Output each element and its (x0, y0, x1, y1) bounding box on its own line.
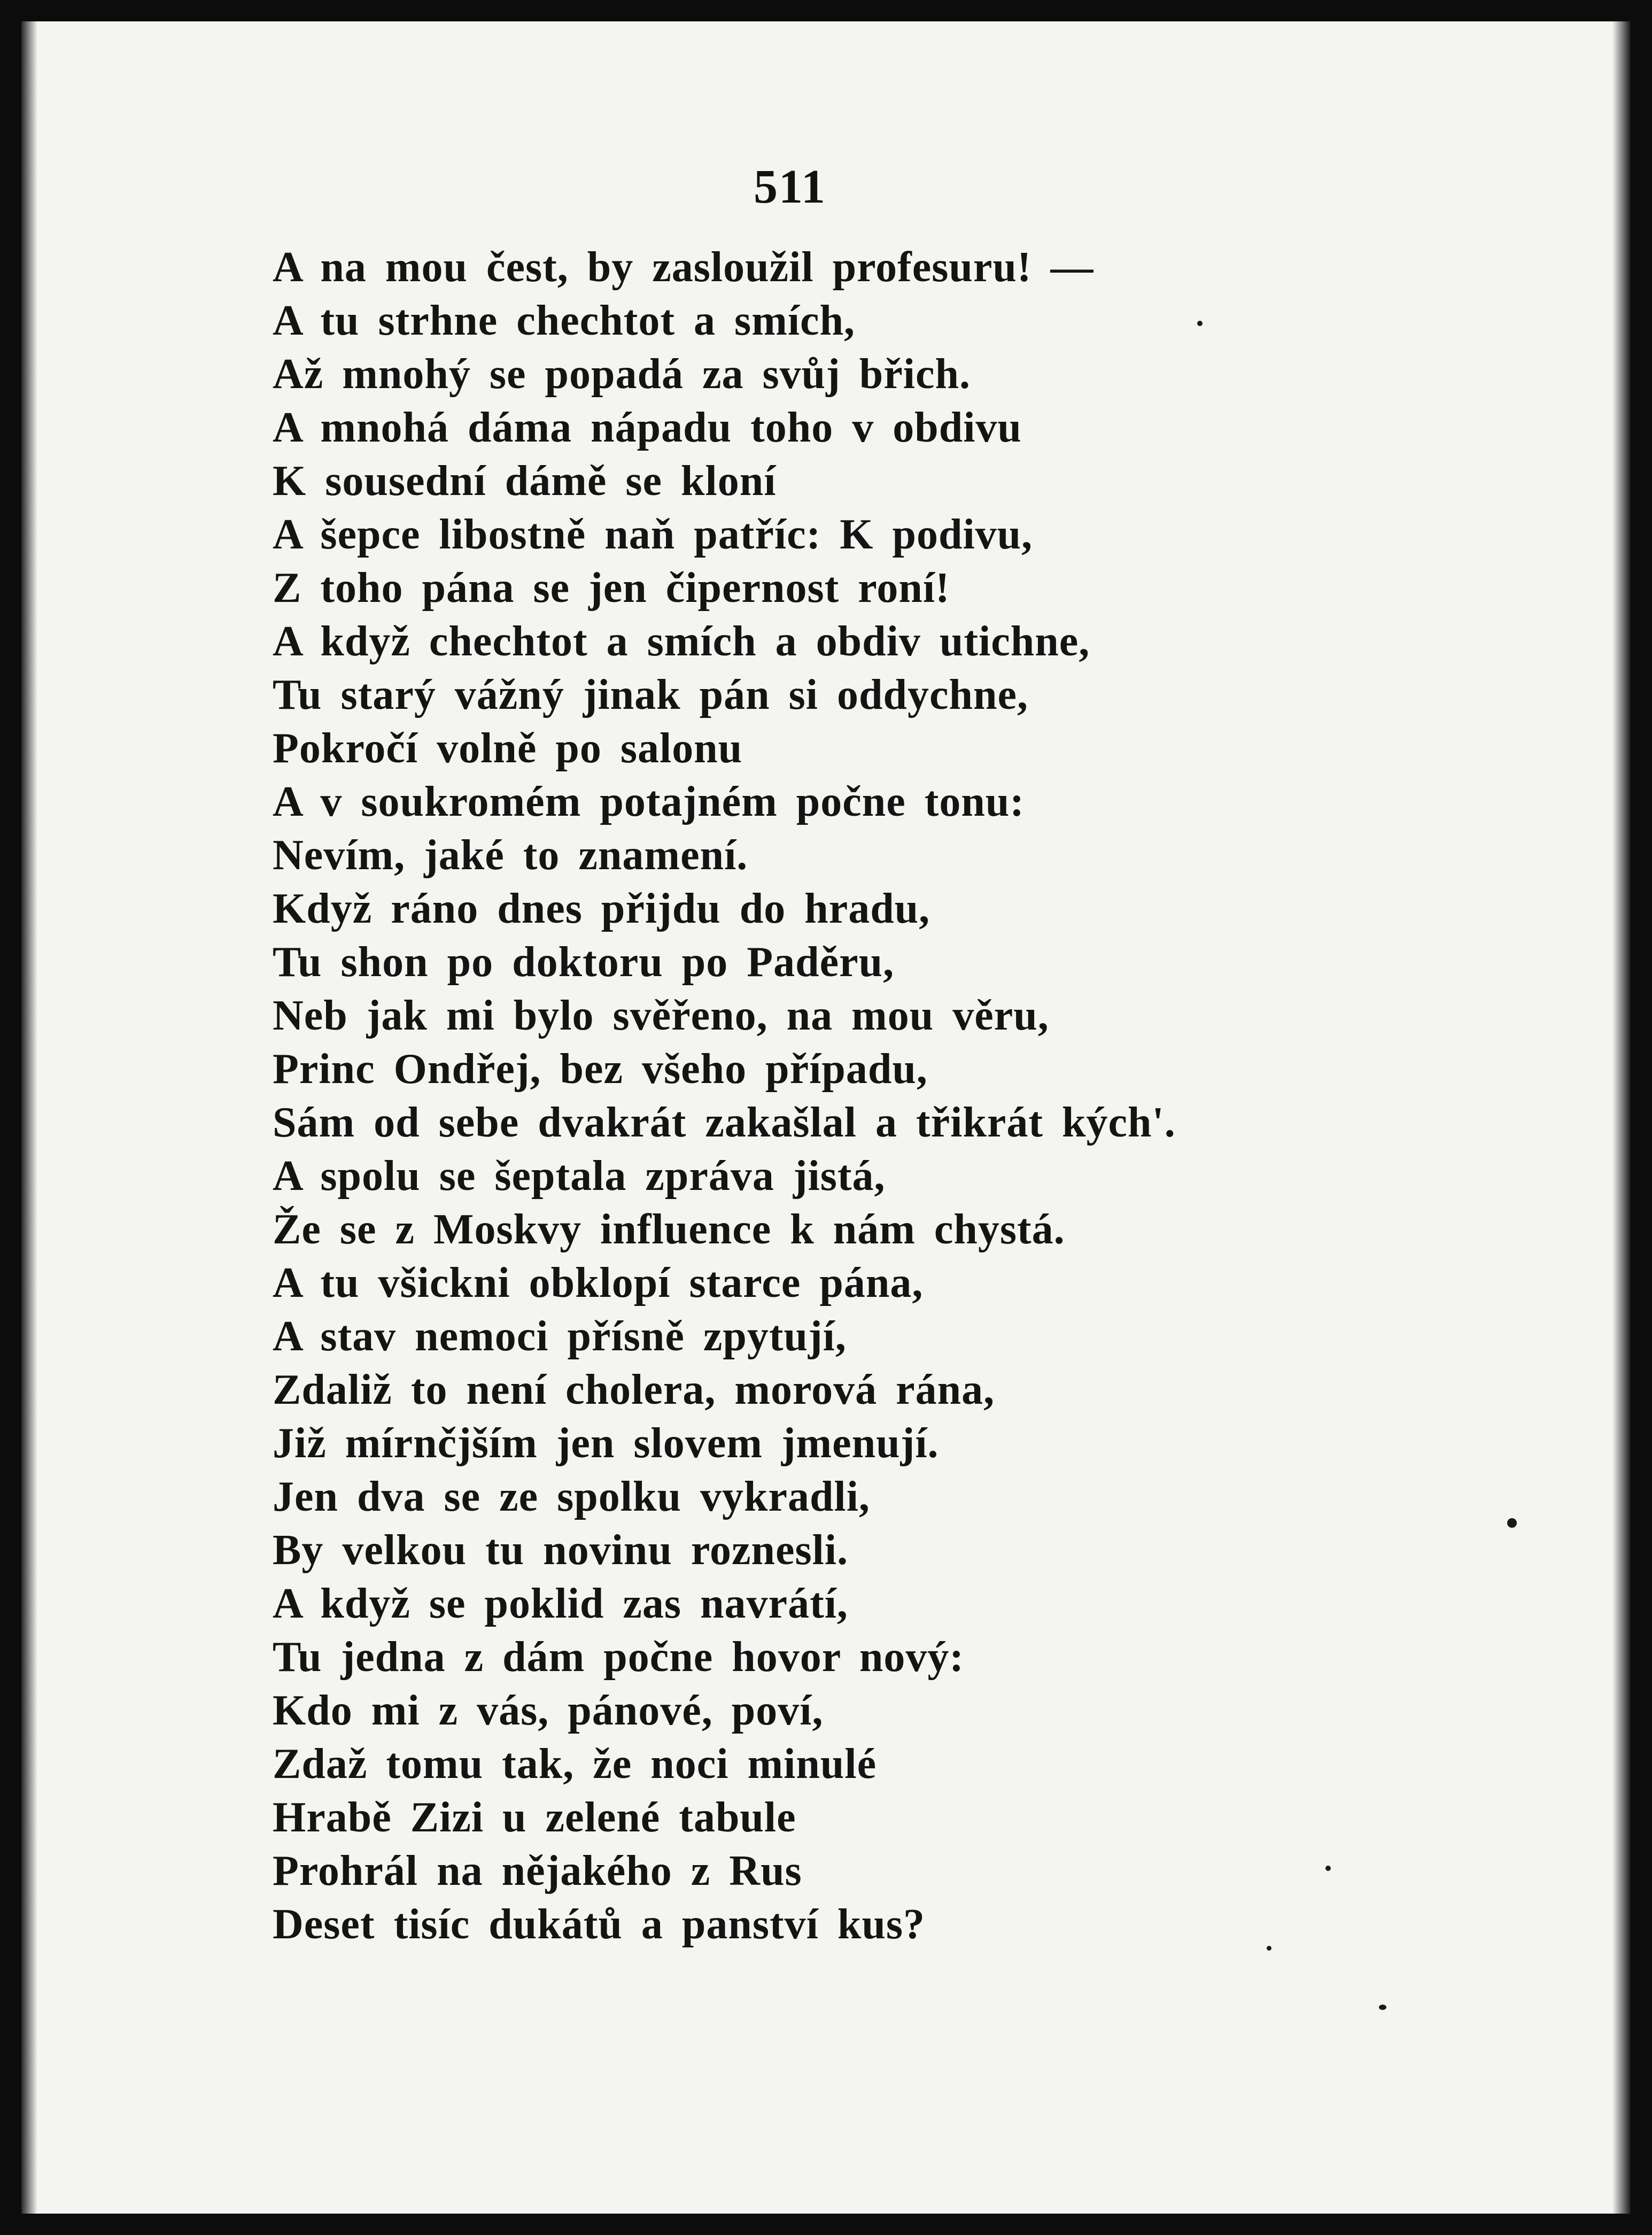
poem-line: A v soukromém potajném počne tonu: (273, 778, 1025, 825)
poem-line: Hrabě Zizi u zelené tabule (273, 1794, 796, 1841)
poem-line: Deset tisíc dukátů a panství kus? (273, 1901, 926, 1948)
poem-line: A mnohá dáma nápadu toho v obdivu (273, 404, 1022, 451)
poem-line: A stav nemoci přísně zpytují, (273, 1313, 847, 1360)
poem-line: By velkou tu novinu roznesli. (273, 1527, 849, 1574)
poem-line: Princ Ondřej, bez všeho případu, (273, 1046, 928, 1093)
poem-text (273, 241, 1176, 1951)
poem-line: Nevím, jaké to znamení. (273, 832, 748, 879)
poem-line: Když ráno dnes přijdu do hradu, (273, 885, 930, 932)
poem-line: A na mou čest, by zasloužil profesuru! — (273, 244, 1094, 291)
poem-line: A tu všickni obklopí starce pána, (273, 1259, 924, 1306)
poem-line: Již mírnčjším jen slovem jmenují. (273, 1420, 939, 1467)
poem-line: Zdaž tomu tak, že noci minulé (273, 1741, 877, 1788)
book-page (21, 21, 1631, 2214)
poem-line: Z toho pána se jen čipernost roní! (273, 564, 950, 612)
poem-line: A když se poklid zas navrátí, (273, 1580, 848, 1627)
scan-speck (1267, 1946, 1271, 1951)
poem-line: Tu shon po doktoru po Paděru, (273, 939, 895, 986)
poem-line: K sousední dámě se kloní (273, 458, 777, 505)
scan-speck (1379, 2005, 1386, 2010)
poem-line: Tu jedna z dám počne hovor nový: (273, 1634, 964, 1681)
poem-line: Sám od sebe dvakrát zakašlal a třikrát kých'. (273, 1099, 1176, 1146)
poem-line: Neb jak mi bylo svěřeno, na mou věru, (273, 992, 1049, 1039)
scan-speck (1507, 1518, 1517, 1528)
poem-line: Že se z Moskvy influence k nám chystá. (273, 1206, 1065, 1253)
poem-line: Tu starý vážný jinak pán si oddychne, (273, 671, 1028, 718)
scan-speck (1197, 321, 1203, 326)
poem-line: Kdo mi z vás, pánové, poví, (273, 1687, 824, 1734)
poem-line: Pokročí volně po salonu (273, 725, 743, 772)
page-number: 511 (754, 160, 827, 213)
poem-line: Prohrál na nějakého z Rus (273, 1847, 802, 1894)
scan-speck (1325, 1866, 1331, 1871)
poem-line: A tu strhne chechtot a smích, (273, 297, 856, 344)
poem-line: Jen dva se ze spolku vykradli, (273, 1473, 870, 1520)
poem-line: A když chechtot a smích a obdiv utichne, (273, 618, 1090, 665)
poem-line: Zdaliž to není cholera, morová rána, (273, 1366, 995, 1413)
poem-line: A spolu se šeptala zpráva jistá, (273, 1153, 886, 1200)
poem-line: Až mnohý se popadá za svůj břich. (273, 351, 971, 398)
poem-line: A šepce libostně naň patříc: K podivu, (273, 511, 1033, 558)
